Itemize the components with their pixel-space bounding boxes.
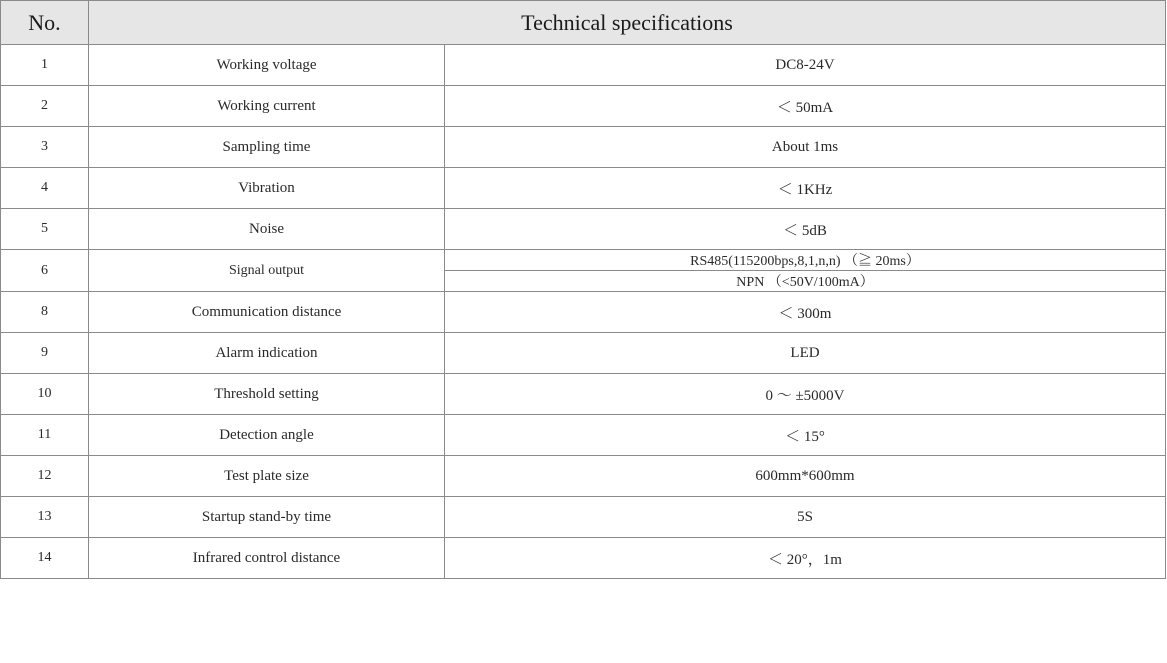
row-number: 3 <box>1 127 89 168</box>
row-parameter: Sampling time <box>89 127 445 168</box>
table-row <box>1 333 1166 374</box>
row-parameter: Vibration <box>89 168 445 209</box>
row-value: 0 ～ ±5000V <box>445 374 1166 415</box>
table-row <box>1 374 1166 415</box>
table-row <box>1 250 1166 271</box>
table-row <box>1 168 1166 209</box>
row-parameter: Communication distance <box>89 292 445 333</box>
table-row <box>1 538 1166 579</box>
table-row <box>1 45 1166 86</box>
row-parameter: Test plate size <box>89 456 445 497</box>
table-row <box>1 86 1166 127</box>
row-value: ＜ 5dB <box>445 209 1166 250</box>
row-number: 9 <box>1 333 89 374</box>
row-value: LED <box>445 333 1166 374</box>
row-number: 10 <box>1 374 89 415</box>
header-no: No. <box>1 1 89 45</box>
row-value: ＜ 50mA <box>445 86 1166 127</box>
row-value: 600mm*600mm <box>445 456 1166 497</box>
row-number: 8 <box>1 292 89 333</box>
row-parameter: Detection angle <box>89 415 445 456</box>
row-value-rs485: RS485(115200bps,8,1,n,n) （≧ 20ms） <box>445 250 1166 271</box>
row-value: About 1ms <box>445 127 1166 168</box>
row-parameter: Threshold setting <box>89 374 445 415</box>
row-parameter: Alarm indication <box>89 333 445 374</box>
row-parameter: Infrared control distance <box>89 538 445 579</box>
table-row <box>1 292 1166 333</box>
table-row <box>1 209 1166 250</box>
row-value: 5S <box>445 497 1166 538</box>
row-number: 2 <box>1 86 89 127</box>
row-number: 6 <box>1 250 89 292</box>
header-technical-specifications: Technical specifications <box>89 1 1166 45</box>
table-header-row <box>1 1 1166 45</box>
table-row <box>1 497 1166 538</box>
table-row <box>1 127 1166 168</box>
row-parameter: Working voltage <box>89 45 445 86</box>
row-value: ＜ 15° <box>445 415 1166 456</box>
row-number: 1 <box>1 45 89 86</box>
row-parameter: Working current <box>89 86 445 127</box>
row-number: 12 <box>1 456 89 497</box>
row-number: 11 <box>1 415 89 456</box>
row-parameter: Startup stand-by time <box>89 497 445 538</box>
row-number: 13 <box>1 497 89 538</box>
table-row <box>1 456 1166 497</box>
row-parameter: Signal output <box>89 250 445 292</box>
row-value: ＜ 20°，1m <box>445 538 1166 579</box>
row-parameter: Noise <box>89 209 445 250</box>
row-value: ＜ 300m <box>445 292 1166 333</box>
row-number: 4 <box>1 168 89 209</box>
row-value: ＜ 1KHz <box>445 168 1166 209</box>
row-value-npn: NPN （<50V/100mA） <box>445 271 1166 292</box>
table-row <box>1 415 1166 456</box>
row-value: DC8-24V <box>445 45 1166 86</box>
row-number: 5 <box>1 209 89 250</box>
row-number: 14 <box>1 538 89 579</box>
